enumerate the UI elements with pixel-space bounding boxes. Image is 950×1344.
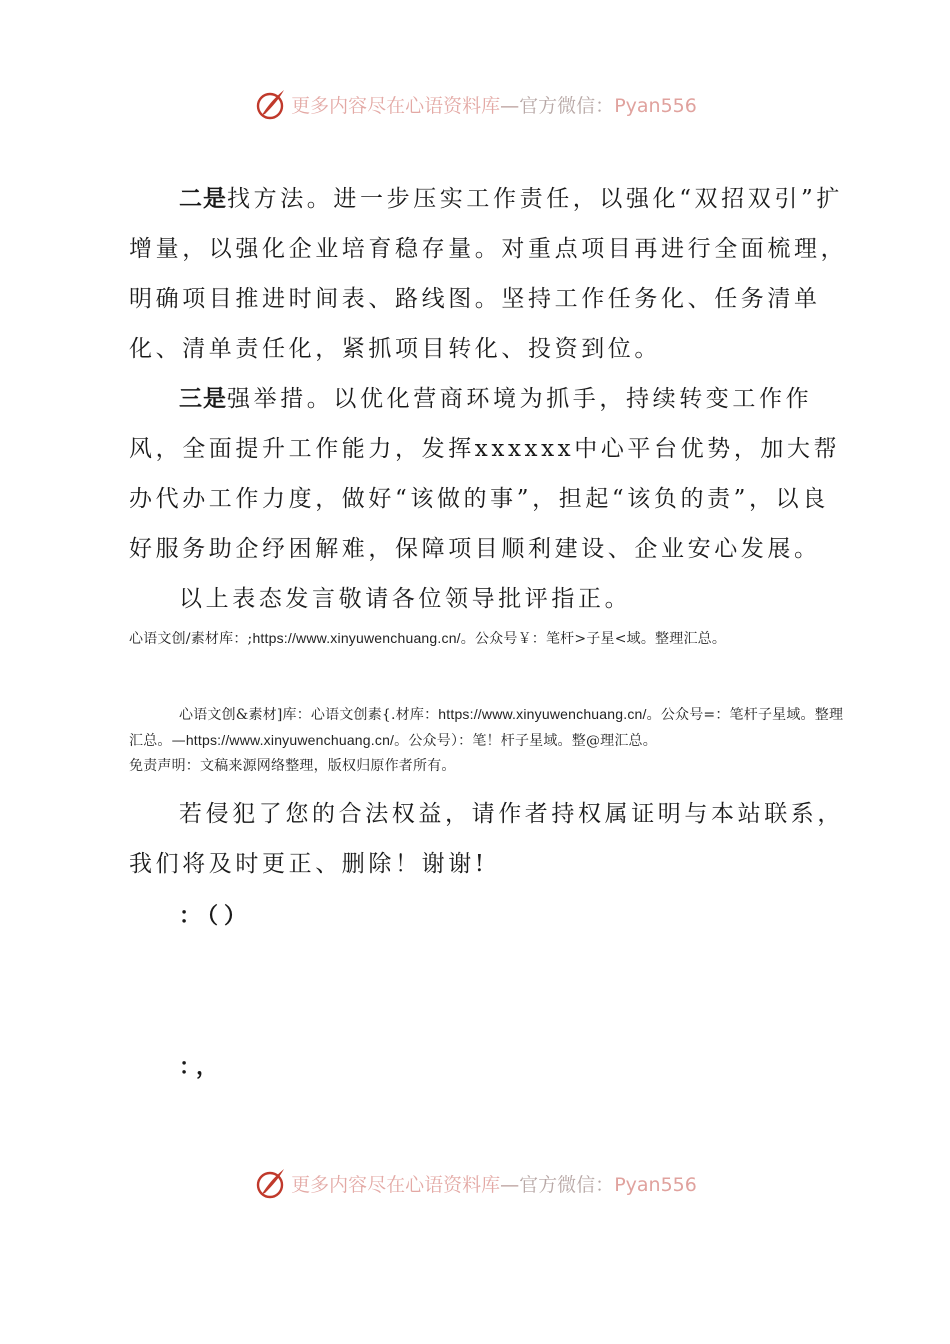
paragraph-2-lead: 二是: [179, 186, 227, 212]
banner-wechat-label: 官方微信：: [519, 94, 615, 117]
quill-logo-icon: [253, 1166, 287, 1200]
paragraph-3: [129, 374, 854, 574]
banner-wechat-id: Pyan556: [614, 1173, 697, 1196]
paragraph-2: [129, 174, 854, 374]
watermark-note-1: 心语文创/素材库：;https://www.xinyuwenchuang.cn/。公众号￥：笔杆>子星<域。整理汇总。: [129, 630, 727, 647]
banner-separator: —: [500, 1173, 520, 1196]
symbol-line-1: ：（）: [179, 904, 253, 929]
paragraph-3-lead: 三是: [179, 386, 227, 412]
document-body: [129, 174, 854, 1081]
site-url-2: https://www.xinyuwenchuang.cn/: [438, 706, 647, 722]
closing-paragraph: 以上表态发言敬请各位领导批评指正。: [179, 586, 632, 612]
footer-banner: [0, 1163, 950, 1203]
disclaimer-note: 免责声明：文稿来源网络整理，版权归原作者所有。: [129, 758, 456, 774]
banner-main: 更多内容尽在心语资料库: [291, 94, 501, 117]
banner-wechat-label: 官方微信：: [519, 1173, 615, 1196]
banner-wechat-id: Pyan556: [614, 94, 697, 117]
paragraph-3-text: 强举措。以优化营商环境为抓手，持续转变工作作风，全面提升工作能力，发挥xxxxxx中心平台优势，加大帮办代办工作力度，做好“该做的事”，担起“该负的责”，以良好服务助企纾困解难，保障项目顺利建设、企业安心发展。: [129, 386, 841, 562]
site-url-3: https://www.xinyuwenchuang.cn/: [185, 732, 395, 748]
header-banner: [0, 84, 950, 124]
banner-text: [291, 1170, 697, 1197]
paragraph-2-text: 找方法。进一步压实工作责任，以强化“双招双引”扩增量，以强化企业培育稳存量。对重点项目再进行全面梳理，明确项目推进时间表、路线图。坚持工作任务化、任务清单化、清单责任化，紧抓项目转化、投资到位。: [129, 186, 848, 362]
banner-separator: —: [500, 94, 520, 117]
banner-text: [291, 91, 697, 118]
watermark-note-2: 心语文创&素材]库：心语文创素{.材库：https://www.xinyuwenchuang.cn/。公众号=：笔杆子星域。整理汇总。—https://www.xinyuwenchuang.cn/。公众号）：笔！杆子星域。整@理汇总。: [129, 706, 844, 749]
disclaimer-paragraph: 若侵犯了您的合法权益，请作者持权属证明与本站联系，我们将及时更正、删除！谢谢!: [129, 801, 844, 877]
site-url: https://www.xinyuwenchuang.cn/: [252, 630, 461, 646]
banner-main: 更多内容尽在心语资料库: [291, 1173, 501, 1196]
symbol-line-2: ：，: [179, 1055, 225, 1080]
quill-logo-icon: [253, 87, 287, 121]
